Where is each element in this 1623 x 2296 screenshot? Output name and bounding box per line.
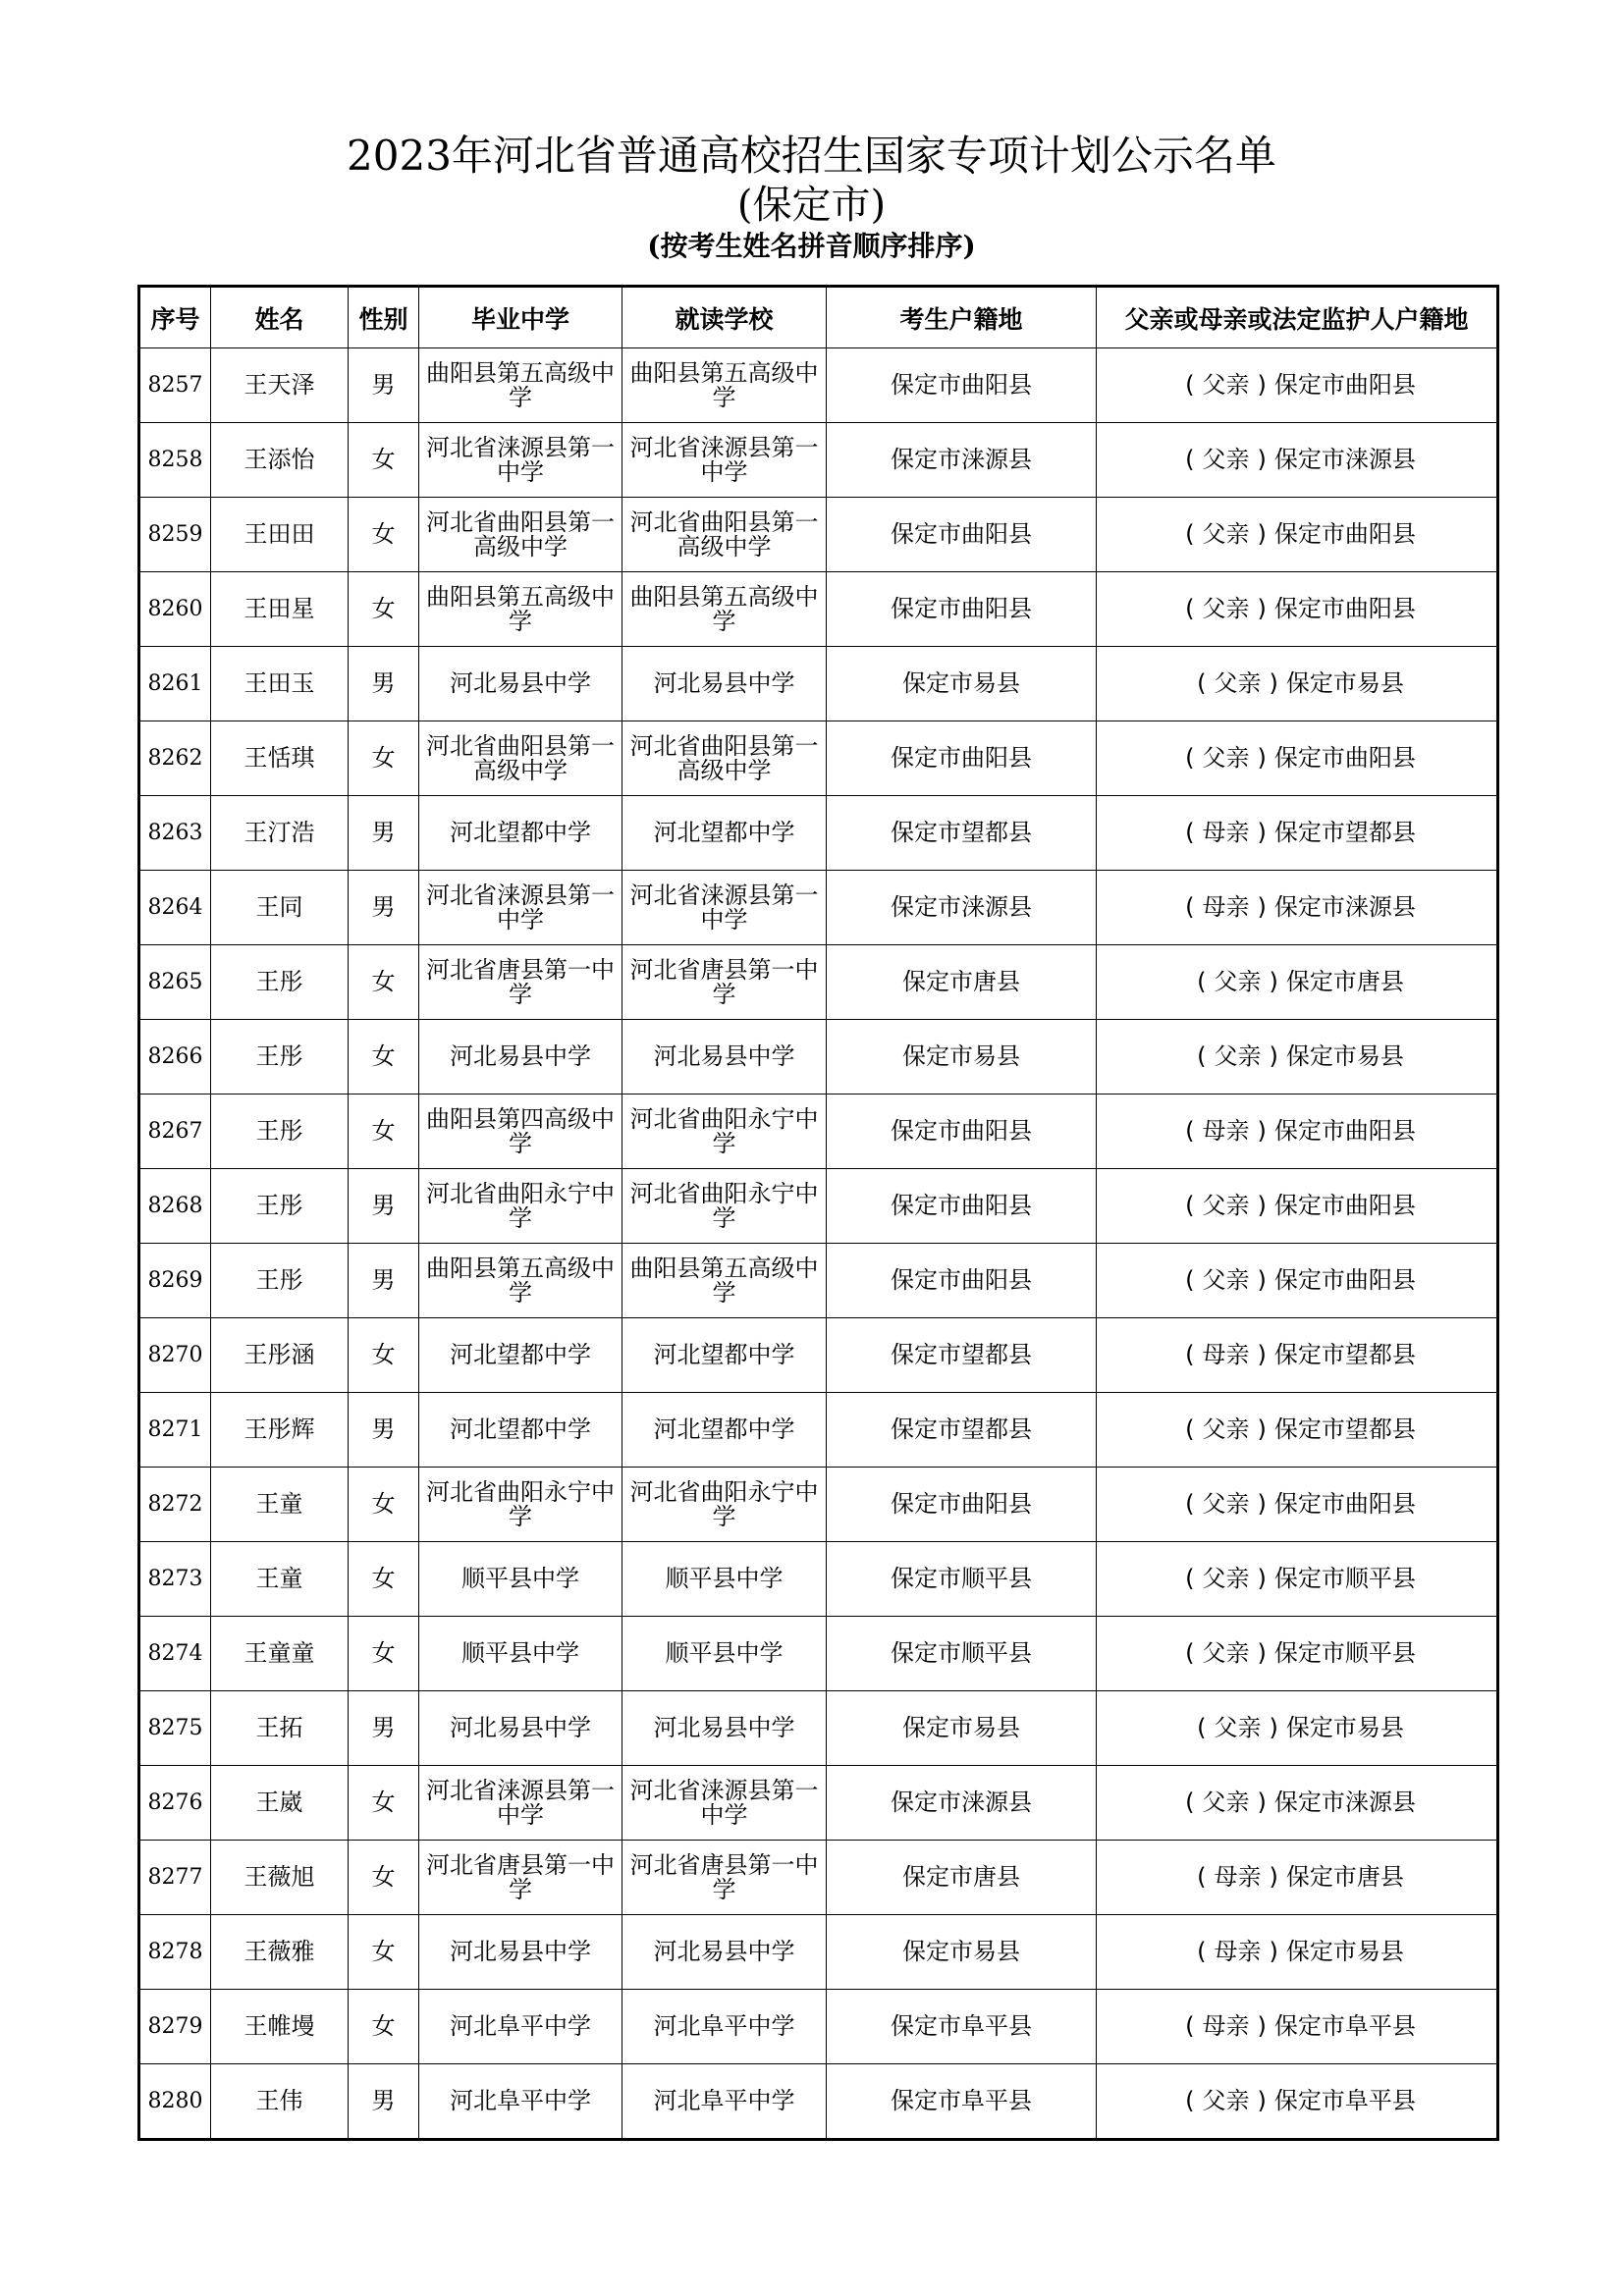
cell-hukou: 保定市唐县 [827, 1841, 1097, 1915]
cell-gender: 女 [349, 1020, 419, 1095]
cell-graduation-school: 河北省曲阳县第一高级中学 [419, 721, 622, 796]
cell-no: 8265 [139, 945, 211, 1020]
cell-current-school: 河北省曲阳永宁中学 [622, 1169, 827, 1244]
cell-graduation-school: 河北省涞源县第一中学 [419, 1766, 622, 1841]
cell-guardian-hukou: ( 父亲 ) 保定市涞源县 [1097, 1766, 1498, 1841]
cell-no: 8278 [139, 1915, 211, 1990]
table-row [139, 871, 1498, 945]
table-row [139, 1020, 1498, 1095]
cell-gender: 男 [349, 2064, 419, 2140]
cell-no: 8257 [139, 348, 211, 423]
cell-current-school: 河北省唐县第一中学 [622, 1841, 827, 1915]
guardian-place: 保定市易县 [1285, 1714, 1404, 1741]
cell-guardian-hukou: ( 父亲 ) 保定市顺平县 [1097, 1542, 1498, 1617]
table-row [139, 721, 1498, 796]
cell-gender: 男 [349, 348, 419, 423]
cell-hukou: 保定市易县 [827, 1020, 1097, 1095]
guardian-place: 保定市曲阳县 [1273, 371, 1416, 399]
table-row [139, 1691, 1498, 1766]
cell-name: 王彤 [211, 1169, 349, 1244]
cell-hukou: 保定市曲阳县 [827, 1468, 1097, 1542]
cell-name: 王彤 [211, 1095, 349, 1169]
guardian-place: 保定市曲阳县 [1273, 1117, 1416, 1145]
cell-current-school: 顺平县中学 [622, 1542, 827, 1617]
cell-guardian-hukou: ( 母亲 ) 保定市阜平县 [1097, 1990, 1498, 2064]
guardian-place: 保定市曲阳县 [1273, 744, 1416, 772]
cell-no: 8269 [139, 1244, 211, 1318]
cell-current-school: 河北省曲阳永宁中学 [622, 1095, 827, 1169]
cell-graduation-school: 河北易县中学 [419, 1020, 622, 1095]
guardian-place: 保定市望都县 [1273, 819, 1416, 846]
cell-hukou: 保定市望都县 [827, 1318, 1097, 1393]
guardian-place: 保定市唐县 [1285, 1863, 1404, 1891]
cell-graduation-school: 顺平县中学 [419, 1542, 622, 1617]
cell-gender: 男 [349, 647, 419, 721]
cell-guardian-hukou: ( 母亲 ) 保定市望都县 [1097, 1318, 1498, 1393]
guardian-place: 保定市曲阳县 [1273, 595, 1416, 622]
cell-current-school: 河北望都中学 [622, 796, 827, 871]
guardian-place: 保定市涞源县 [1273, 893, 1416, 921]
table-row [139, 1617, 1498, 1691]
cell-hukou: 保定市易县 [827, 1691, 1097, 1766]
cell-current-school: 曲阳县第五高级中学 [622, 348, 827, 423]
cell-gender: 女 [349, 1990, 419, 2064]
table-row [139, 1990, 1498, 2064]
cell-hukou: 保定市唐县 [827, 945, 1097, 1020]
cell-name: 王彤 [211, 1244, 349, 1318]
table-row [139, 1468, 1498, 1542]
cell-gender: 女 [349, 498, 419, 572]
guardian-place: 保定市易县 [1285, 669, 1404, 697]
table-body [139, 348, 1498, 2140]
cell-guardian-hukou: ( 母亲 ) 保定市曲阳县 [1097, 1095, 1498, 1169]
cell-gender: 女 [349, 1095, 419, 1169]
guardian-place: 保定市望都县 [1273, 1341, 1416, 1368]
cell-hukou: 保定市望都县 [827, 796, 1097, 871]
cell-current-school: 河北省涞源县第一中学 [622, 1766, 827, 1841]
guardian-place: 保定市曲阳县 [1273, 520, 1416, 548]
guardian-relation: 父亲 [1214, 1042, 1262, 1070]
cell-no: 8270 [139, 1318, 211, 1393]
cell-hukou: 保定市曲阳县 [827, 721, 1097, 796]
cell-hukou: 保定市曲阳县 [827, 572, 1097, 647]
cell-gender: 女 [349, 721, 419, 796]
cell-graduation-school: 河北易县中学 [419, 1691, 622, 1766]
cell-guardian-hukou: ( 母亲 ) 保定市望都县 [1097, 796, 1498, 871]
cell-name: 王童 [211, 1468, 349, 1542]
cell-current-school: 河北易县中学 [622, 1915, 827, 1990]
table-row [139, 1318, 1498, 1393]
guardian-place: 保定市唐县 [1285, 968, 1404, 995]
cell-no: 8271 [139, 1393, 211, 1468]
cell-gender: 男 [349, 1691, 419, 1766]
cell-guardian-hukou: ( 父亲 ) 保定市望都县 [1097, 1393, 1498, 1468]
cell-no: 8276 [139, 1766, 211, 1841]
cell-guardian-hukou: ( 父亲 ) 保定市易县 [1097, 1691, 1498, 1766]
cell-hukou: 保定市涞源县 [827, 871, 1097, 945]
cell-current-school: 河北易县中学 [622, 1691, 827, 1766]
page-title: 2023年河北省普通高校招生国家专项计划公示名单 [347, 132, 1276, 180]
cell-hukou: 保定市望都县 [827, 1393, 1097, 1468]
guardian-place: 保定市涞源县 [1273, 1789, 1416, 1816]
guardian-relation: 母亲 [1202, 1341, 1250, 1368]
guardian-relation: 父亲 [1202, 2087, 1250, 2114]
cell-graduation-school: 曲阳县第五高级中学 [419, 572, 622, 647]
guardian-relation: 母亲 [1202, 1117, 1250, 1145]
cell-current-school: 河北省涞源县第一中学 [622, 871, 827, 945]
table-row [139, 796, 1498, 871]
cell-no: 8277 [139, 1841, 211, 1915]
guardian-relation: 父亲 [1202, 744, 1250, 772]
header-row [139, 287, 1498, 348]
cell-gender: 男 [349, 1244, 419, 1318]
cell-hukou: 保定市曲阳县 [827, 348, 1097, 423]
guardian-place: 保定市顺平县 [1273, 1565, 1416, 1592]
guardian-relation: 父亲 [1202, 371, 1250, 399]
table-row [139, 1915, 1498, 1990]
cell-no: 8274 [139, 1617, 211, 1691]
guardian-relation: 父亲 [1202, 1639, 1250, 1667]
cell-name: 王童 [211, 1542, 349, 1617]
cell-graduation-school: 河北望都中学 [419, 1318, 622, 1393]
cell-no: 8264 [139, 871, 211, 945]
table-row [139, 1841, 1498, 1915]
cell-current-school: 河北省曲阳永宁中学 [622, 1468, 827, 1542]
guardian-relation: 父亲 [1202, 446, 1250, 473]
page-subtitle: (保定市) [736, 183, 887, 228]
cell-guardian-hukou: ( 父亲 ) 保定市顺平县 [1097, 1617, 1498, 1691]
cell-gender: 女 [349, 1617, 419, 1691]
cell-name: 王田田 [211, 498, 349, 572]
guardian-relation: 父亲 [1202, 595, 1250, 622]
cell-guardian-hukou: ( 父亲 ) 保定市易县 [1097, 647, 1498, 721]
guardian-place: 保定市涞源县 [1273, 446, 1416, 473]
cell-gender: 男 [349, 1169, 419, 1244]
guardian-place: 保定市阜平县 [1273, 2012, 1416, 2040]
cell-no: 8260 [139, 572, 211, 647]
column-header-gender: 性别 [349, 287, 419, 348]
cell-guardian-hukou: ( 母亲 ) 保定市易县 [1097, 1915, 1498, 1990]
cell-guardian-hukou: ( 父亲 ) 保定市曲阳县 [1097, 1468, 1498, 1542]
table-row [139, 498, 1498, 572]
cell-gender: 女 [349, 945, 419, 1020]
cell-no: 8261 [139, 647, 211, 721]
guardian-relation: 母亲 [1202, 819, 1250, 846]
column-header-no: 序号 [139, 287, 211, 348]
guardian-relation: 父亲 [1202, 1266, 1250, 1294]
guardian-relation: 父亲 [1202, 1789, 1250, 1816]
cell-guardian-hukou: ( 父亲 ) 保定市涞源县 [1097, 423, 1498, 498]
cell-guardian-hukou: ( 父亲 ) 保定市曲阳县 [1097, 348, 1498, 423]
cell-hukou: 保定市顺平县 [827, 1617, 1097, 1691]
cell-gender: 女 [349, 1841, 419, 1915]
cell-guardian-hukou: ( 父亲 ) 保定市曲阳县 [1097, 498, 1498, 572]
table-row [139, 1766, 1498, 1841]
guardian-relation: 父亲 [1214, 669, 1262, 697]
cell-name: 王薇旭 [211, 1841, 349, 1915]
guardian-place: 保定市曲阳县 [1273, 1490, 1416, 1518]
guardian-relation: 父亲 [1202, 1490, 1250, 1518]
cell-name: 王伟 [211, 2064, 349, 2140]
cell-graduation-school: 河北易县中学 [419, 647, 622, 721]
table-row [139, 1244, 1498, 1318]
guardian-place: 保定市曲阳县 [1273, 1266, 1416, 1294]
cell-current-school: 河北望都中学 [622, 1393, 827, 1468]
cell-hukou: 保定市易县 [827, 647, 1097, 721]
cell-name: 王彤涵 [211, 1318, 349, 1393]
cell-gender: 女 [349, 1915, 419, 1990]
cell-no: 8273 [139, 1542, 211, 1617]
column-header-name: 姓名 [211, 287, 349, 348]
cell-name: 王彤辉 [211, 1393, 349, 1468]
cell-graduation-school: 河北易县中学 [419, 1915, 622, 1990]
cell-graduation-school: 河北阜平中学 [419, 2064, 622, 2140]
guardian-relation: 母亲 [1202, 2012, 1250, 2040]
cell-current-school: 曲阳县第五高级中学 [622, 1244, 827, 1318]
cell-guardian-hukou: ( 父亲 ) 保定市曲阳县 [1097, 721, 1498, 796]
cell-hukou: 保定市曲阳县 [827, 498, 1097, 572]
cell-name: 王彤 [211, 945, 349, 1020]
cell-no: 8267 [139, 1095, 211, 1169]
cell-no: 8272 [139, 1468, 211, 1542]
cell-guardian-hukou: ( 父亲 ) 保定市曲阳县 [1097, 1244, 1498, 1318]
guardian-relation: 母亲 [1214, 1938, 1262, 1965]
cell-current-school: 河北阜平中学 [622, 1990, 827, 2064]
cell-gender: 女 [349, 1468, 419, 1542]
cell-graduation-school: 河北省曲阳永宁中学 [419, 1169, 622, 1244]
cell-current-school: 河北省曲阳县第一高级中学 [622, 498, 827, 572]
cell-graduation-school: 河北省曲阳永宁中学 [419, 1468, 622, 1542]
cell-current-school: 河北望都中学 [622, 1318, 827, 1393]
cell-guardian-hukou: ( 父亲 ) 保定市曲阳县 [1097, 1169, 1498, 1244]
column-header-graduation-school: 毕业中学 [419, 287, 622, 348]
guardian-relation: 父亲 [1202, 520, 1250, 548]
guardian-relation: 父亲 [1214, 1714, 1262, 1741]
cell-name: 王汀浩 [211, 796, 349, 871]
guardian-relation: 母亲 [1202, 893, 1250, 921]
table-row [139, 647, 1498, 721]
cell-graduation-school: 曲阳县第四高级中学 [419, 1095, 622, 1169]
cell-current-school: 河北易县中学 [622, 647, 827, 721]
table-row [139, 423, 1498, 498]
cell-hukou: 保定市易县 [827, 1915, 1097, 1990]
cell-gender: 女 [349, 423, 419, 498]
cell-name: 王恬琪 [211, 721, 349, 796]
cell-no: 8259 [139, 498, 211, 572]
cell-name: 王田星 [211, 572, 349, 647]
cell-name: 王同 [211, 871, 349, 945]
cell-gender: 女 [349, 1766, 419, 1841]
cell-no: 8263 [139, 796, 211, 871]
column-header-hukou: 考生户籍地 [827, 287, 1097, 348]
cell-gender: 男 [349, 871, 419, 945]
guardian-place: 保定市易县 [1285, 1938, 1404, 1965]
cell-name: 王拓 [211, 1691, 349, 1766]
table-row [139, 1393, 1498, 1468]
cell-graduation-school: 河北望都中学 [419, 1393, 622, 1468]
cell-gender: 女 [349, 572, 419, 647]
cell-guardian-hukou: ( 父亲 ) 保定市阜平县 [1097, 2064, 1498, 2140]
cell-graduation-school: 顺平县中学 [419, 1617, 622, 1691]
table-row [139, 1169, 1498, 1244]
cell-gender: 女 [349, 1318, 419, 1393]
cell-hukou: 保定市顺平县 [827, 1542, 1097, 1617]
cell-no: 8262 [139, 721, 211, 796]
cell-no: 8258 [139, 423, 211, 498]
cell-graduation-school: 曲阳县第五高级中学 [419, 348, 622, 423]
roster-table [137, 285, 1499, 2141]
cell-graduation-school: 河北省涞源县第一中学 [419, 871, 622, 945]
guardian-place: 保定市望都县 [1273, 1415, 1416, 1443]
cell-current-school: 河北易县中学 [622, 1020, 827, 1095]
cell-graduation-school: 河北省唐县第一中学 [419, 1841, 622, 1915]
guardian-place: 保定市易县 [1285, 1042, 1404, 1070]
table-row [139, 572, 1498, 647]
table-row [139, 1095, 1498, 1169]
cell-graduation-school: 河北省涞源县第一中学 [419, 423, 622, 498]
cell-name: 王帷墁 [211, 1990, 349, 2064]
guardian-relation: 父亲 [1214, 968, 1262, 995]
cell-no: 8279 [139, 1990, 211, 2064]
cell-gender: 男 [349, 796, 419, 871]
cell-hukou: 保定市阜平县 [827, 2064, 1097, 2140]
cell-no: 8268 [139, 1169, 211, 1244]
cell-guardian-hukou: ( 母亲 ) 保定市唐县 [1097, 1841, 1498, 1915]
cell-current-school: 河北省涞源县第一中学 [622, 423, 827, 498]
table-row [139, 1542, 1498, 1617]
guardian-relation: 母亲 [1214, 1863, 1262, 1891]
column-header-guardian-hukou: 父亲或母亲或法定监护人户籍地 [1097, 287, 1498, 348]
cell-hukou: 保定市曲阳县 [827, 1169, 1097, 1244]
guardian-place: 保定市曲阳县 [1273, 1192, 1416, 1219]
guardian-relation: 父亲 [1202, 1415, 1250, 1443]
table-row [139, 945, 1498, 1020]
cell-no: 8275 [139, 1691, 211, 1766]
sort-note: (按考生姓名拼音顺序排序) [647, 230, 976, 262]
cell-name: 王田玉 [211, 647, 349, 721]
cell-name: 王天泽 [211, 348, 349, 423]
cell-name: 王薇雅 [211, 1915, 349, 1990]
guardian-relation: 父亲 [1202, 1565, 1250, 1592]
table-row [139, 2064, 1498, 2140]
column-header-current-school: 就读学校 [622, 287, 827, 348]
cell-guardian-hukou: ( 父亲 ) 保定市唐县 [1097, 945, 1498, 1020]
guardian-place: 保定市阜平县 [1273, 2087, 1416, 2114]
guardian-relation: 父亲 [1202, 1192, 1250, 1219]
cell-guardian-hukou: ( 母亲 ) 保定市涞源县 [1097, 871, 1498, 945]
cell-current-school: 曲阳县第五高级中学 [622, 572, 827, 647]
cell-hukou: 保定市涞源县 [827, 423, 1097, 498]
cell-gender: 男 [349, 1393, 419, 1468]
cell-name: 王彤 [211, 1020, 349, 1095]
cell-hukou: 保定市阜平县 [827, 1990, 1097, 2064]
cell-graduation-school: 河北阜平中学 [419, 1990, 622, 2064]
cell-hukou: 保定市曲阳县 [827, 1095, 1097, 1169]
cell-hukou: 保定市涞源县 [827, 1766, 1097, 1841]
cell-no: 8266 [139, 1020, 211, 1095]
cell-hukou: 保定市曲阳县 [827, 1244, 1097, 1318]
cell-gender: 女 [349, 1542, 419, 1617]
cell-current-school: 顺平县中学 [622, 1617, 827, 1691]
cell-name: 王崴 [211, 1766, 349, 1841]
cell-current-school: 河北省曲阳县第一高级中学 [622, 721, 827, 796]
cell-no: 8280 [139, 2064, 211, 2140]
cell-name: 王添怡 [211, 423, 349, 498]
table-row [139, 348, 1498, 423]
cell-guardian-hukou: ( 父亲 ) 保定市易县 [1097, 1020, 1498, 1095]
cell-graduation-school: 河北省曲阳县第一高级中学 [419, 498, 622, 572]
cell-graduation-school: 河北望都中学 [419, 796, 622, 871]
cell-current-school: 河北省唐县第一中学 [622, 945, 827, 1020]
cell-guardian-hukou: ( 父亲 ) 保定市曲阳县 [1097, 572, 1498, 647]
cell-graduation-school: 曲阳县第五高级中学 [419, 1244, 622, 1318]
guardian-place: 保定市顺平县 [1273, 1639, 1416, 1667]
cell-graduation-school: 河北省唐县第一中学 [419, 945, 622, 1020]
cell-name: 王童童 [211, 1617, 349, 1691]
cell-current-school: 河北阜平中学 [622, 2064, 827, 2140]
